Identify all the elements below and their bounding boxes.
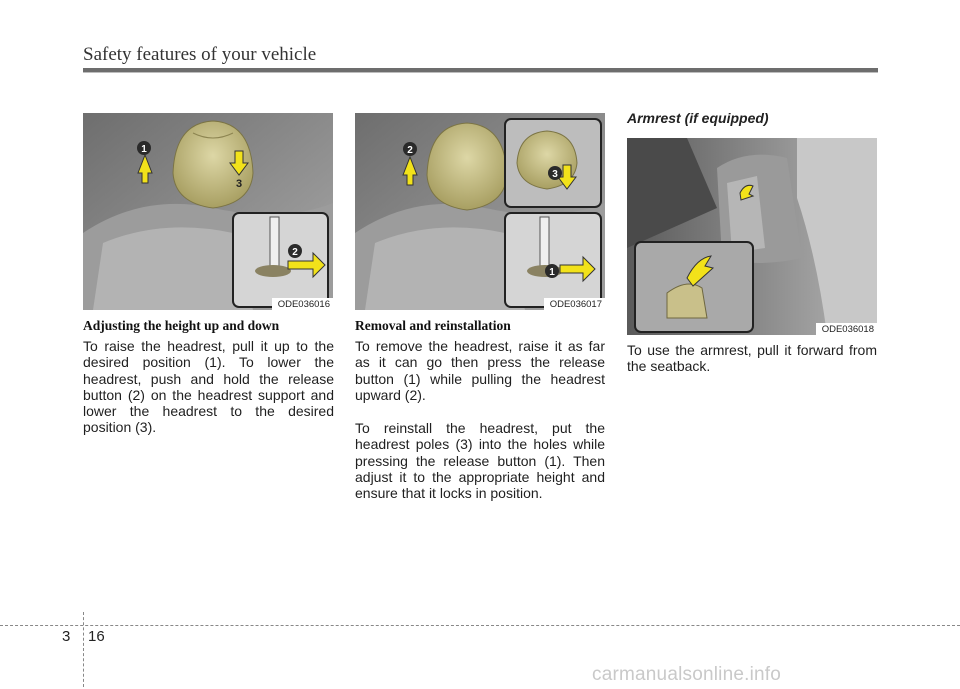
callout-1: [137, 141, 151, 155]
section-heading-removal: Removal and reinstallation: [355, 318, 511, 333]
paragraph-adjust: To raise the headrest, pull it up to the desired position (1). To lower the headrest, push and hold the release button (2) on the headrest support and lower the headrest to the desired position (3).: [83, 338, 334, 436]
footer-rule-vertical: [83, 612, 84, 687]
svg-text:2: 2: [292, 247, 298, 258]
watermark: carmanualsonline.info: [592, 664, 782, 685]
headrest-removal-illustration: [355, 113, 605, 310]
figure-code: ODE036016: [272, 298, 333, 310]
svg-text:1: 1: [549, 267, 555, 278]
callout-3: [236, 178, 242, 190]
svg-text:3: 3: [235, 178, 243, 190]
footer-rule-horizontal: [0, 625, 960, 626]
paragraph-removal-1: To remove the headrest, raise it as far as it can go then press the release button (1) while pulling the headrest upward (2).: [355, 338, 605, 403]
callout-3: [548, 166, 562, 180]
svg-text:2: 2: [407, 145, 413, 156]
figure-armrest: [627, 138, 877, 335]
chapter-number: 3: [62, 628, 71, 645]
svg-text:1: 1: [141, 144, 147, 155]
callout-2: [288, 244, 302, 258]
section-heading-adjust: Adjusting the height up and down: [83, 318, 280, 333]
headrest-height-illustration: [83, 113, 333, 310]
paragraph-armrest: To use the armrest, pull it forward from the seatback.: [627, 342, 877, 375]
paragraph-removal-2: To reinstall the headrest, put the headrest poles (3) into the holes while pressing the release button (1). Then adjust it to the appropriate height and ensure that it locks in position.: [355, 420, 605, 502]
callout-1: [545, 264, 559, 278]
page-header-title: Safety features of your vehicle: [83, 44, 317, 65]
figure-headrest-removal: [355, 113, 605, 310]
figure-code: ODE036017: [544, 298, 605, 310]
callout-2: [403, 142, 417, 156]
figure-code: ODE036018: [816, 323, 877, 335]
figure-headrest-height: [83, 113, 333, 310]
svg-text:3: 3: [552, 169, 558, 180]
page-number: 16: [88, 628, 105, 645]
armrest-illustration: [627, 138, 877, 335]
section-heading-armrest: Armrest (if equipped): [627, 110, 769, 126]
header-rule-thin: [83, 72, 878, 73]
